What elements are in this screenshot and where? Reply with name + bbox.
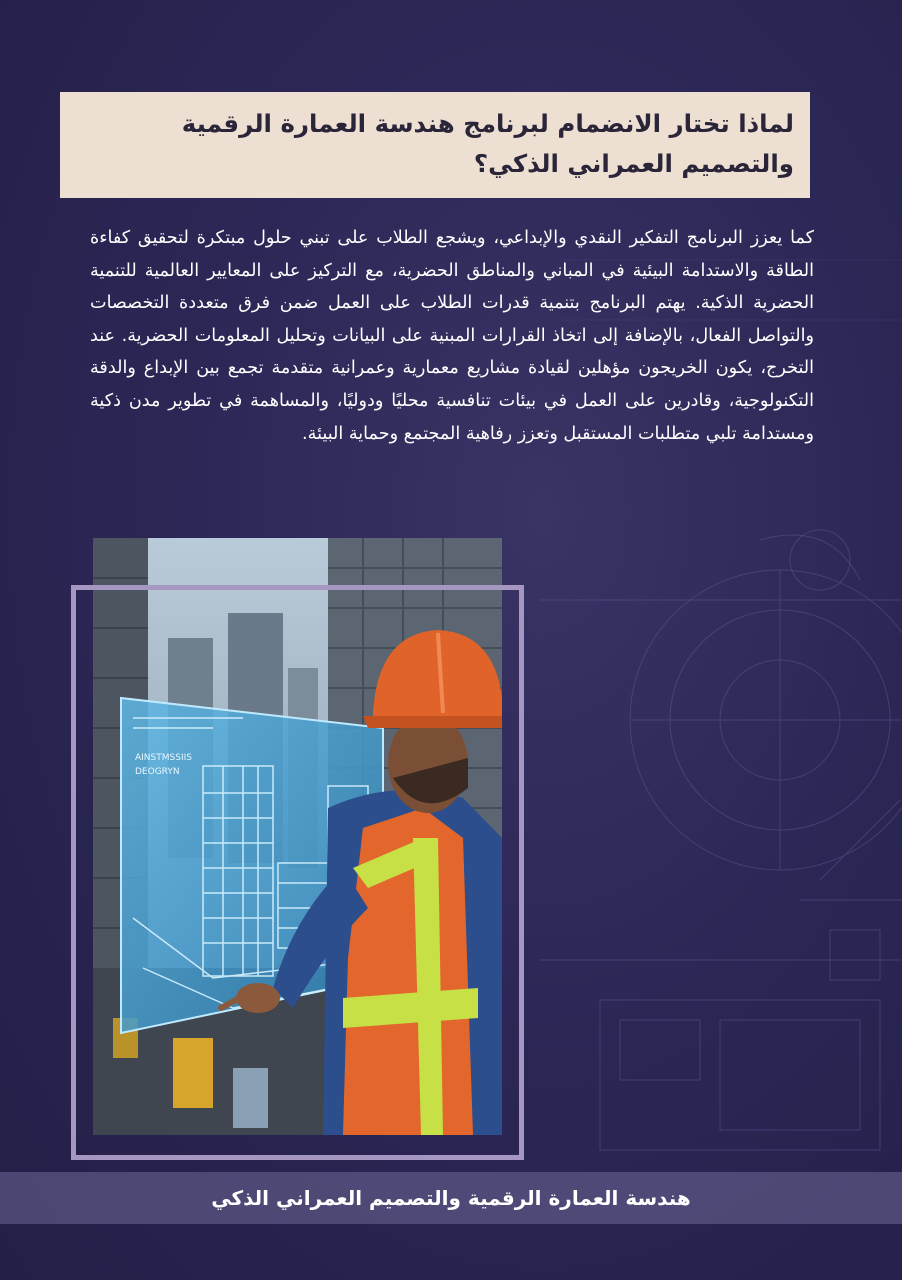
- hologram-label-2: DEOGRYN: [135, 767, 180, 777]
- photo-frame: [71, 585, 524, 1160]
- hologram-label-1: AINSTMSSIIS: [135, 753, 192, 763]
- footer-program-name: هندسة العمارة الرقمية والتصميم العمراني الذكي: [211, 1186, 691, 1210]
- page-title: لماذا تختار الانضمام لبرنامج هندسة العمارة الرقمية والتصميم العمراني الذكي؟: [181, 109, 794, 178]
- body-paragraph: كما يعزز البرنامج التفكير النقدي والإبداعي، ويشجع الطلاب على تبني حلول مبتكرة لتحقيق كفاءة الطاقة والاستدامة البيئية في المباني والمناطق الحضرية، مع التركيز على المعايير العالمية للتنمية الحضرية الذكية. يهتم البرنامج بتنمية قدرات الطلاب على العمل ضمن فرق متعددة التخصصات والتواصل الفعال، بالإضافة إلى اتخاذ القرارات المبنية على البيانات وتحليل المعلومات الحضرية. عند التخرج، يكون الخريجون مؤهلين لقيادة مشاريع معمارية وعمرانية متقدمة تجمع بين الإبداع والدقة التكنولوجية، وقادرين على العمل في بيئات تنافسية محليًا ودوليًا، والمساهمة في تطوير مدن ذكية ومستدامة تلبي متطلبات المستقبل وتعزز رفاهية المجتمع وحماية البيئة.: [90, 228, 814, 444]
- page-title-box: [60, 92, 810, 198]
